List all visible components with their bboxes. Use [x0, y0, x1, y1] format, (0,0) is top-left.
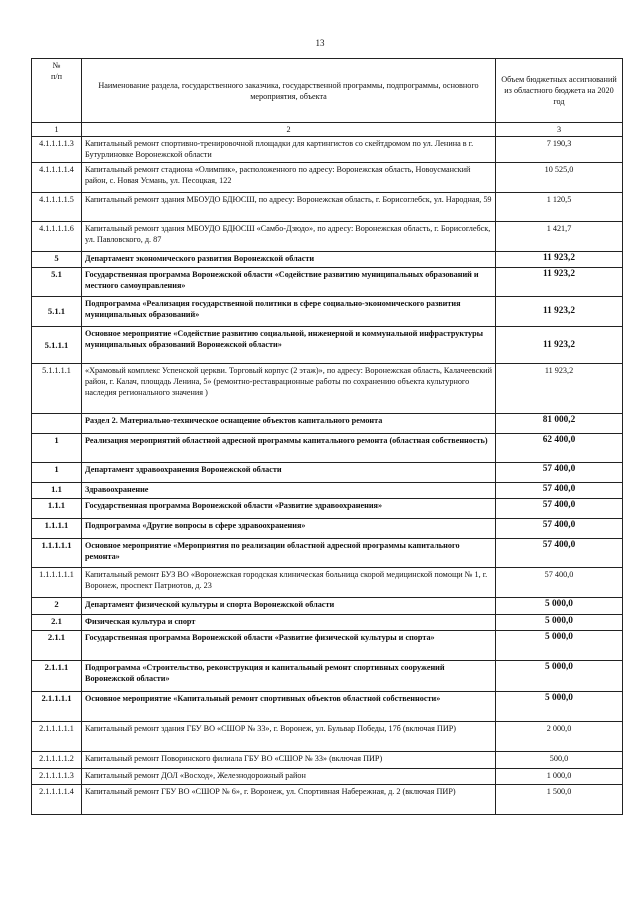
row-name: Государственная программа Воронежской области «Развитие физической культуры и спорта»: [82, 631, 496, 661]
row-number: 4.1.1.1.1.3: [32, 137, 82, 163]
table-row: [32, 193, 623, 222]
row-number: 1: [32, 463, 82, 483]
page-number: 13: [315, 38, 325, 48]
table-row: [32, 327, 623, 364]
row-number: 1.1.1.1.1: [32, 539, 82, 568]
row-number: 2.1.1.1.1.1: [32, 722, 82, 752]
column-index-row: [32, 123, 623, 137]
row-number: 5.1.1: [32, 297, 82, 327]
row-name: Реализация мероприятий областной адресной программы капитального ремонта (областная собственность): [82, 434, 496, 463]
table-row: [32, 519, 623, 539]
row-amount: 5 000,0: [496, 661, 623, 692]
row-amount: 1 421,7: [496, 222, 623, 252]
row-amount: 11 923,2: [496, 364, 623, 414]
table-row: [32, 163, 623, 193]
row-number: 2.1.1.1: [32, 661, 82, 692]
table-row: [32, 769, 623, 785]
row-number: 4.1.1.1.1.4: [32, 163, 82, 193]
row-number: 1.1: [32, 483, 82, 499]
table-row: [32, 568, 623, 598]
row-amount: 11 923,2: [496, 327, 623, 364]
row-name: Основное мероприятие «Мероприятия по реализации областной адресной программы капитального ремонта»: [82, 539, 496, 568]
budget-table: [31, 58, 623, 815]
row-number: 1.1.1: [32, 499, 82, 519]
row-number: [32, 414, 82, 434]
table-row: [32, 661, 623, 692]
row-amount: 62 400,0: [496, 434, 623, 463]
row-number: 2: [32, 598, 82, 615]
row-name: Департамент здравоохранения Воронежской области: [82, 463, 496, 483]
column-index-2: 2: [82, 123, 496, 137]
row-number: 4.1.1.1.1.6: [32, 222, 82, 252]
row-name: Капитальный ремонт здания ГБУ ВО «СШОР № 33», г. Воронеж, ул. Бульвар Победы, 17б (включая ПИР): [82, 722, 496, 752]
row-amount: 57 400,0: [496, 499, 623, 519]
table-row: [32, 722, 623, 752]
table-header-row: [32, 59, 623, 123]
table-row: [32, 252, 623, 268]
table-row: [32, 297, 623, 327]
table-row: [32, 615, 623, 631]
row-name: Подпрограмма «Другие вопросы в сфере здравоохранения»: [82, 519, 496, 539]
row-amount: 10 525,0: [496, 163, 623, 193]
row-amount: 5 000,0: [496, 692, 623, 722]
row-amount: 5 000,0: [496, 631, 623, 661]
row-name: Основное мероприятие «Капитальный ремонт спортивных объектов областной собственности»: [82, 692, 496, 722]
table-row: [32, 222, 623, 252]
row-number: 2.1.1.1.1.2: [32, 752, 82, 769]
table-row: [32, 364, 623, 414]
table-row: [32, 692, 623, 722]
row-name: Подпрограмма «Строительство, реконструкция и капитальный ремонт спортивных сооружений Воронежской области»: [82, 661, 496, 692]
row-number: 5.1: [32, 268, 82, 297]
row-name: Департамент экономического развития Воронежской области: [82, 252, 496, 268]
column-index-3: 3: [496, 123, 623, 137]
row-number: 1: [32, 434, 82, 463]
row-name: Капитальный ремонт Поворинского филиала ГБУ ВО «СШОР № 33» (включая ПИР): [82, 752, 496, 769]
table-row: [32, 463, 623, 483]
row-number: 1.1.1.1.1.1: [32, 568, 82, 598]
row-name: Основное мероприятие «Содействие развитию социальной, инженерной и коммунальной инфраструктуры муниципальных образований Воронежской области»: [82, 327, 496, 364]
row-name: Раздел 2. Материально-техническое оснащение объектов капитального ремонта: [82, 414, 496, 434]
row-name: Капитальный ремонт стадиона «Олимпик», расположенного по адресу: Воронежская область, Новоусманский район, с. Новая Усмань, ул. Песоцкая, 122: [82, 163, 496, 193]
table-row: [32, 483, 623, 499]
row-number: 2.1.1.1.1.3: [32, 769, 82, 785]
row-name: Департамент физической культуры и спорта Воронежской области: [82, 598, 496, 615]
column-index-1: 1: [32, 123, 82, 137]
header-name: Наименование раздела, государственного заказчика, государственной программы, подпрограммы, основного мероприятия, объекта: [82, 59, 496, 123]
row-name: Капитальный ремонт ГБУ ВО «СШОР № 6», г. Воронеж, ул. Спортивная Набережная, д. 2 (включая ПИР): [82, 785, 496, 815]
header-number-text: № п/п: [50, 61, 63, 81]
row-number: 2.1.1: [32, 631, 82, 661]
row-amount: 11 923,2: [496, 268, 623, 297]
row-amount: 57 400,0: [496, 568, 623, 598]
row-amount: 11 923,2: [496, 252, 623, 268]
row-amount: 57 400,0: [496, 519, 623, 539]
row-number: 2.1: [32, 615, 82, 631]
row-amount: 1 000,0: [496, 769, 623, 785]
row-number: 5: [32, 252, 82, 268]
row-name: Капитальный ремонт ДОЛ «Восход», Железнодорожный район: [82, 769, 496, 785]
row-amount: 1 120,5: [496, 193, 623, 222]
row-name: Физическая культура и спорт: [82, 615, 496, 631]
row-name: Капитальный ремонт здания МБОУДО БДЮСШ, по адресу: Воронежская область, г. Борисоглебск, ул. Народная, 59: [82, 193, 496, 222]
table-row: [32, 434, 623, 463]
row-number: 1.1.1.1: [32, 519, 82, 539]
row-amount: 11 923,2: [496, 297, 623, 327]
row-number: 4.1.1.1.1.5: [32, 193, 82, 222]
row-amount: 81 000,2: [496, 414, 623, 434]
row-amount: 500,0: [496, 752, 623, 769]
table-row: [32, 598, 623, 615]
row-name: Государственная программа Воронежской области «Развитие здравоохранения»: [82, 499, 496, 519]
row-amount: 57 400,0: [496, 483, 623, 499]
table-row: [32, 268, 623, 297]
row-amount: 57 400,0: [496, 463, 623, 483]
row-number: 2.1.1.1.1: [32, 692, 82, 722]
row-name: Капитальный ремонт здания МБОУДО БДЮСШ «Самбо-Дзюдо», по адресу: Воронежская область, г. Борисоглебск, ул. Павловского, д. 87: [82, 222, 496, 252]
row-amount: 2 000,0: [496, 722, 623, 752]
row-name: Здравоохранение: [82, 483, 496, 499]
table-row: [32, 499, 623, 519]
row-amount: 1 500,0: [496, 785, 623, 815]
row-amount: 5 000,0: [496, 615, 623, 631]
row-number: 2.1.1.1.1.4: [32, 785, 82, 815]
row-name: Капитальный ремонт спортивно-тренировочной площадки для картингистов со скейтдромом по ул. Ленина в г. Бутурлиновке Воронежской области: [82, 137, 496, 163]
header-number: [32, 59, 82, 123]
row-name: Капитальный ремонт БУЗ ВО «Воронежская городская клиническая больница скорой медицинской помощи № 1, г. Воронеж, проспект Патриотов, д. 23: [82, 568, 496, 598]
table-row: [32, 752, 623, 769]
table-row: [32, 137, 623, 163]
row-amount: 5 000,0: [496, 598, 623, 615]
table-row: [32, 785, 623, 815]
table-row: [32, 631, 623, 661]
row-name: Государственная программа Воронежской области «Содействие развитию муниципальных образований и местного самоуправления»: [82, 268, 496, 297]
row-number: 5.1.1.1.1: [32, 364, 82, 414]
row-amount: 57 400,0: [496, 539, 623, 568]
table-row: [32, 539, 623, 568]
header-amount: Объем бюджетных ассигнований из областного бюджета на 2020 год: [496, 59, 623, 123]
row-number: 5.1.1.1: [32, 327, 82, 364]
row-amount: 7 190,3: [496, 137, 623, 163]
table-row: [32, 414, 623, 434]
row-name: Подпрограмма «Реализация государственной политики в сфере социально-экономического развития муниципальных образований»: [82, 297, 496, 327]
row-name: «Храмовый комплекс Успенской церкви. Торговый корпус (2 этаж)», по адресу: Воронежская область, Калачеевский район, г. Калач, площадь Ленина, 5» (ремонтно-реставрационные работы по сохранению объекта культурного наследия регионального значения ): [82, 364, 496, 414]
